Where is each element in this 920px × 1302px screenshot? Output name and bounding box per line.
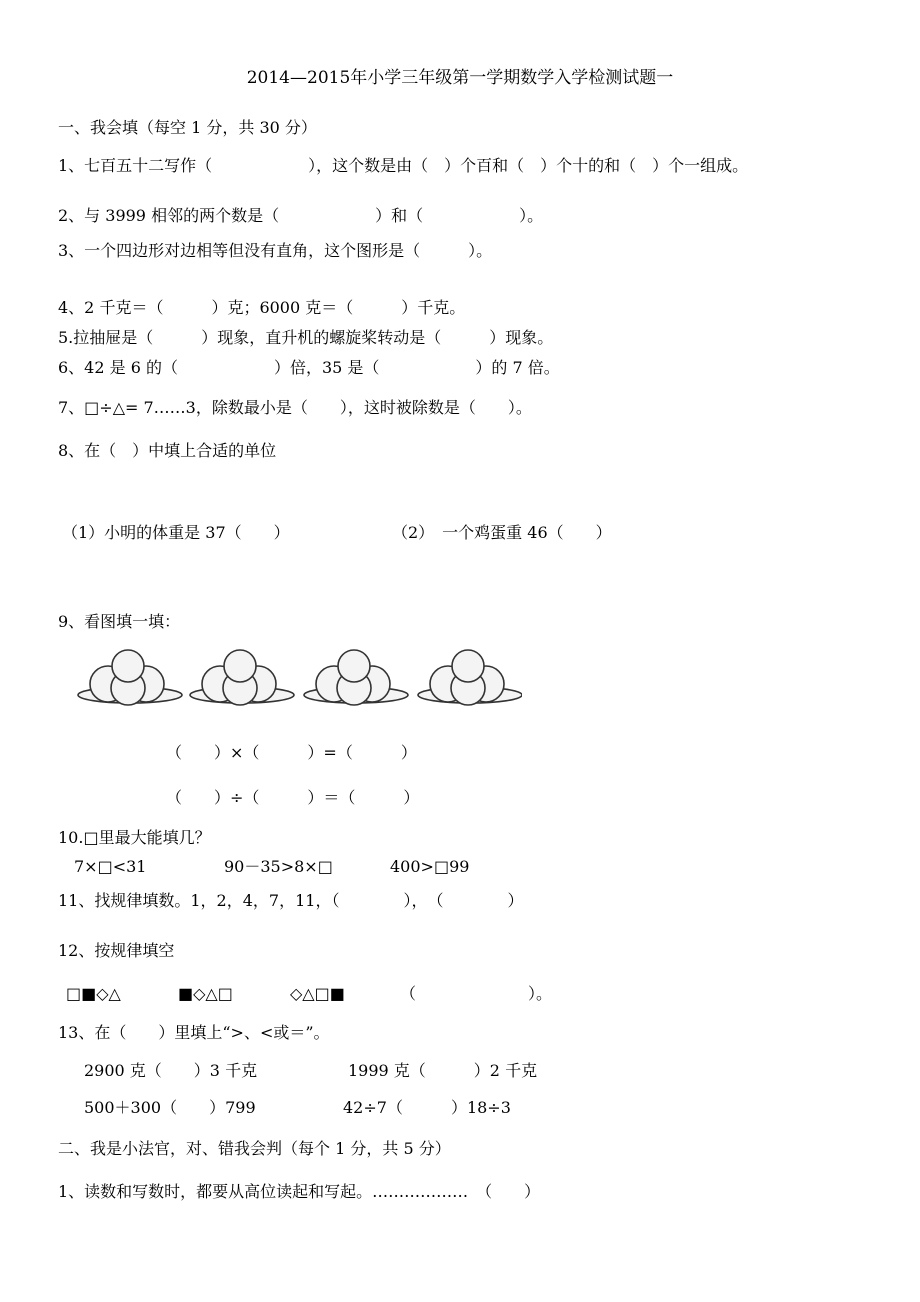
plate-4 [418, 650, 522, 705]
page-title: 2014—2015年小学三年级第一学期数学入学检测试题一 [246, 68, 674, 88]
question-7: 7、□÷△= 7……3，除数最小是（ ），这时被除数是（ ）。 [58, 398, 532, 417]
section1-heading: 一、我会填（每空 1 分，共 30 分） [58, 118, 317, 137]
question-12-blank: （ ）。 [400, 984, 553, 1003]
question-8a: （1）小明的体重是 37（ ） [62, 523, 290, 542]
steamed-buns-plates-image [72, 640, 522, 720]
question-13: 13、在（ ）里填上“>、<或＝”。 [58, 1023, 330, 1042]
question-11: 11、找规律填数。1，2，4，7，11，（ ）， （ ） [58, 891, 524, 910]
question-4: 4、2 千克＝（ ）克；6000 克＝（ ）千克。 [58, 298, 466, 317]
question-5: 5.拉抽屉是（ ）现象，直升机的螺旋桨转动是（ ）现象。 [58, 328, 554, 347]
question-13d: 42÷7（ ）18÷3 [343, 1098, 511, 1117]
question-8: 8、在（ ）中填上合适的单位 [58, 441, 277, 460]
plate-2 [190, 650, 294, 705]
question-9-equation-2: （ ）÷（ ）＝（ ） [166, 788, 420, 807]
question-10a: 7×□<31 [74, 857, 147, 876]
question-12-pattern-3: ◇△□■ [290, 984, 345, 1003]
question-3: 3、一个四边形对边相等但没有直角，这个图形是（ ）。 [58, 241, 493, 260]
question-12-pattern-2: ■◇△□ [178, 984, 233, 1003]
question-2: 2、与 3999 相邻的两个数是（ ）和（ ）。 [58, 206, 544, 225]
question-1: 1、七百五十二写作（ ），这个数是由（ ）个百和（ ）个十的和（ ）个一组成。 [58, 156, 749, 175]
question-10: 10.□里最大能填几？ [58, 828, 211, 847]
question-12-pattern-1: □■◇△ [66, 984, 121, 1003]
section2-heading: 二、我是小法官，对、错我会判（每个 1 分，共 5 分） [58, 1139, 451, 1158]
plate-3 [304, 650, 408, 705]
question-9: 9、看图填一填： [58, 612, 181, 631]
question-8b: （2） 一个鸡蛋重 46（ ） [392, 523, 612, 542]
question-10c: 400>□99 [390, 857, 470, 876]
question-12: 12、按规律填空 [58, 941, 175, 960]
question-9-equation-1: （ ）×（ ）=（ ） [166, 743, 417, 762]
question-13b: 1999 克（ ）2 千克 [348, 1061, 538, 1080]
question-13a: 2900 克（ ）3 千克 [84, 1061, 258, 1080]
question-13c: 500＋300（ ）799 [84, 1098, 256, 1117]
question-10b: 90－35>8×□ [224, 857, 333, 876]
plate-1 [78, 650, 182, 705]
section2-question-1: 1、读数和写数时，都要从高位读起和写起。……………… （ ） [58, 1182, 541, 1201]
question-6: 6、42 是 6 的（ ）倍，35 是（ ）的 7 倍。 [58, 358, 560, 377]
